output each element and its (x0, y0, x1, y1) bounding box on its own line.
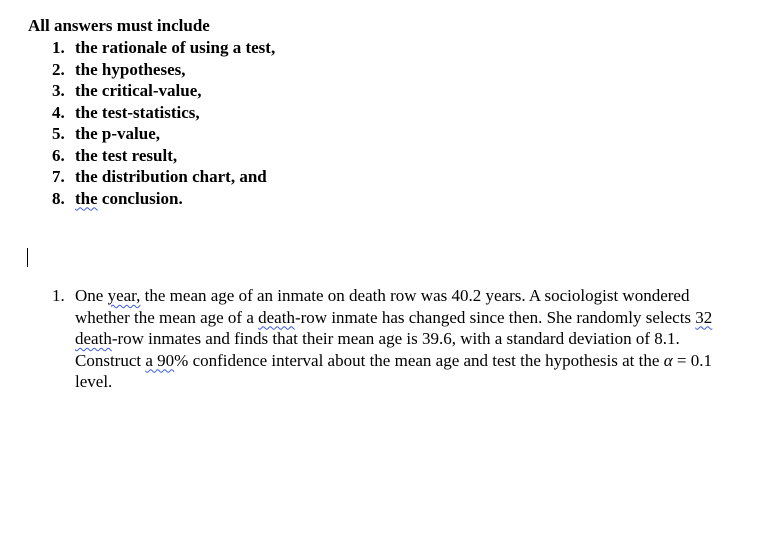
list-item (52, 166, 275, 188)
spellcheck-word[interactable]: death (258, 307, 295, 327)
list-item (52, 123, 275, 145)
list-number: 4. (52, 102, 65, 122)
list-item-text: the test-statistics, (75, 102, 200, 122)
problem-paragraph (52, 285, 742, 393)
spellcheck-word[interactable]: 32 death (75, 307, 713, 348)
list-item (52, 59, 275, 81)
spellcheck-word[interactable]: year, (107, 286, 141, 305)
spellcheck-word[interactable]: a 90 (145, 350, 175, 370)
problem-text-segment: % confidence interval about the mean age and test the hypothesis at the (174, 350, 664, 370)
spellcheck-word[interactable]: the (75, 188, 98, 208)
list-item-text: the critical-value, (75, 81, 202, 100)
list-item-text: the rationale of using a test, (75, 38, 276, 57)
list-item-text: the p-value, (75, 124, 160, 143)
problem-text-segment: -row inmate has changed since then. She randomly selects (294, 307, 696, 327)
list-item-text: the test result, (75, 145, 178, 165)
text-cursor (27, 248, 28, 267)
list-item (52, 188, 275, 210)
problem-text-segment: One (75, 286, 108, 305)
problem-text-segment: -row inmates and finds that their mean age is 39.6, with a standard deviation of 8.1. Construct (75, 329, 680, 370)
list-number: 6. (52, 145, 65, 165)
list-item-text: the hypotheses, (75, 59, 186, 79)
problem-text-segment: the mean age of an inmate on death row was 40.2 years. A sociologist wondered whether the mean age of a (75, 286, 690, 327)
list-number: 5. (52, 124, 65, 143)
problem-number: 1. (52, 286, 65, 305)
problem-text-segment: = 0.1 level. (75, 350, 712, 391)
list-number: 2. (52, 59, 65, 79)
alpha-symbol: α (663, 350, 673, 370)
list-item-text: the distribution chart, and (75, 167, 267, 186)
list-item (52, 37, 275, 59)
list-item (52, 80, 275, 102)
list-number: 8. (52, 188, 65, 208)
list-item (52, 145, 275, 167)
list-number: 7. (52, 167, 65, 186)
instructions-heading: All answers must include (28, 16, 210, 35)
list-number: 3. (52, 81, 65, 100)
problem-text (75, 285, 742, 393)
list-number: 1. (52, 38, 65, 57)
list-item-text: conclusion. (97, 188, 183, 208)
list-item (52, 102, 275, 124)
requirements-list (52, 37, 275, 209)
